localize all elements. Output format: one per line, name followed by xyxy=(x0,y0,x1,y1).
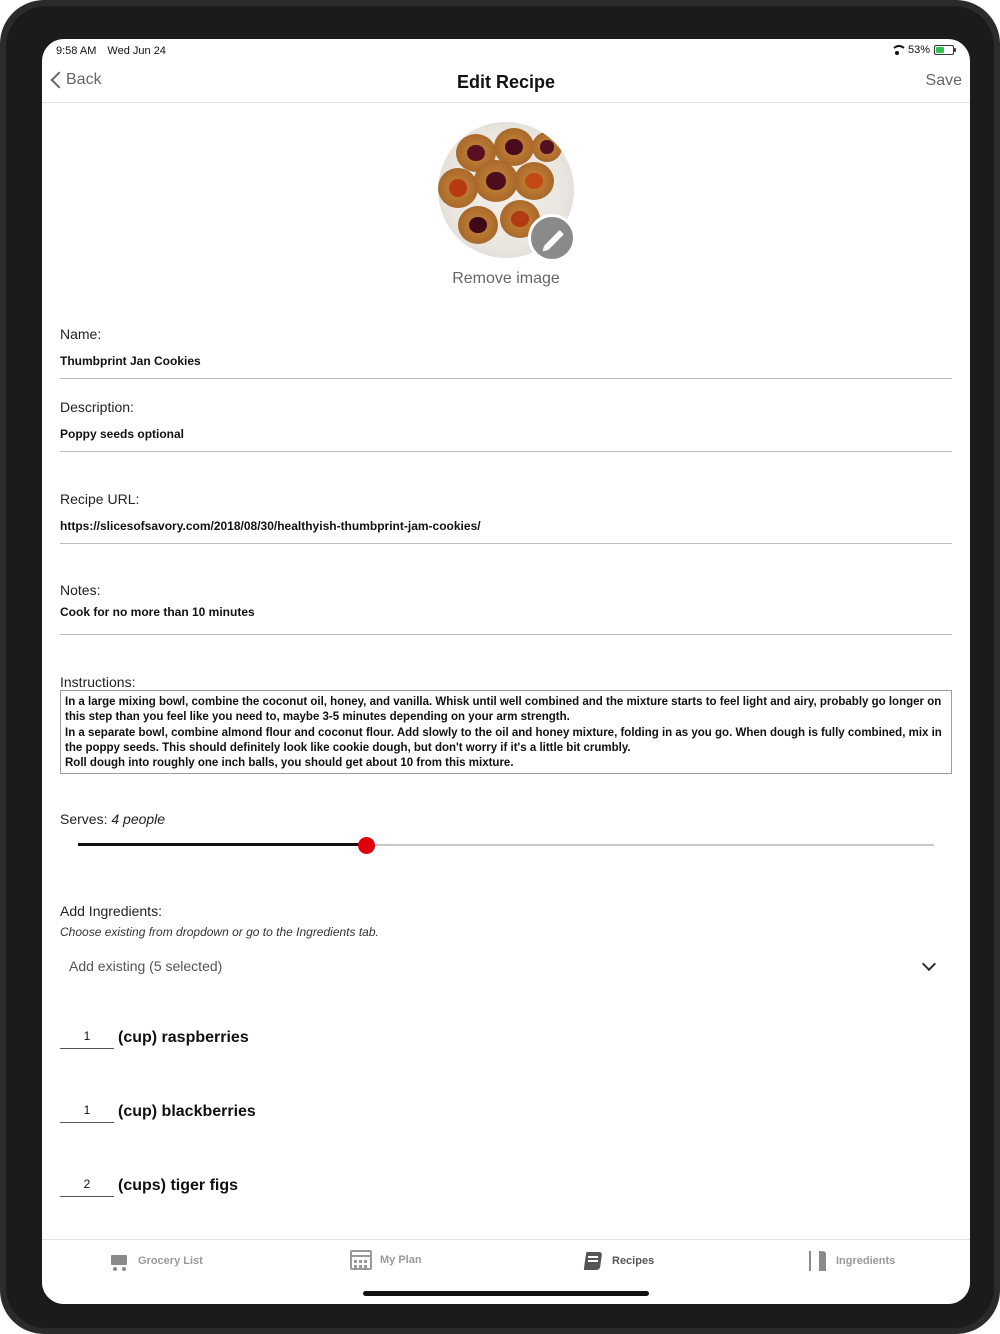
navigation-bar xyxy=(42,61,970,103)
ingredient-label: (cup) blackberries xyxy=(118,1103,256,1120)
recipe-url-underline xyxy=(60,543,952,544)
name-label: Name: xyxy=(60,326,102,342)
quantity-input[interactable] xyxy=(60,1171,114,1197)
ingredient-row xyxy=(60,1171,660,1201)
book-icon xyxy=(582,1250,604,1272)
home-indicator xyxy=(363,1291,649,1296)
serves-slider[interactable] xyxy=(78,835,934,855)
add-existing-dropdown[interactable] xyxy=(60,951,952,983)
notes-underline xyxy=(60,634,952,635)
edit-image-button[interactable] xyxy=(528,214,576,262)
description-underline xyxy=(60,451,952,452)
recipe-url-field[interactable]: https://slicesofsavory.com/2018/08/30/healthyish-thumbprint-jam-cookies/ xyxy=(60,519,481,533)
ingredient-label: (cup) raspberries xyxy=(118,1029,249,1046)
chevron-down-icon xyxy=(922,957,936,971)
status-date: Wed Jun 24 xyxy=(107,45,166,57)
battery-icon xyxy=(934,45,954,55)
fork-knife-icon xyxy=(806,1250,828,1272)
quantity-input[interactable] xyxy=(60,1023,114,1049)
recipe-url-label: Recipe URL: xyxy=(60,491,140,507)
status-time-date xyxy=(56,45,174,57)
status-bar xyxy=(42,39,970,61)
app-screen xyxy=(42,39,970,1304)
notes-field[interactable]: Cook for no more than 10 minutes xyxy=(60,605,255,619)
instructions-label: Instructions: xyxy=(60,674,136,690)
tab-my-plan[interactable] xyxy=(350,1250,422,1270)
serves-value: 4 people xyxy=(111,811,166,827)
description-field[interactable]: Poppy seeds optional xyxy=(60,427,185,441)
battery-fill xyxy=(936,47,944,53)
tab-label: My Plan xyxy=(380,1254,422,1266)
instructions-line: In a large mixing bowl, combine the coconut oil, honey, and vanilla. Whisk until well combined and the mixture starts to feel light and airy, probably go longer on this step than you feel like you need to, maybe 3-5 minutes depending on your arm strength. xyxy=(65,696,942,724)
description-label: Description: xyxy=(60,399,134,415)
ingredient-row xyxy=(60,1023,660,1053)
cart-icon xyxy=(108,1250,130,1272)
notes-label: Notes: xyxy=(60,582,101,598)
device-bezel xyxy=(6,6,994,1328)
serves-label-text: Serves: xyxy=(60,811,108,827)
serves-label xyxy=(60,811,165,827)
ingredient-row xyxy=(60,1097,660,1127)
add-ingredients-hint: Choose existing from dropdown or go to the Ingredients tab. xyxy=(60,925,379,939)
wifi-icon xyxy=(890,45,904,55)
slider-thumb[interactable] xyxy=(358,837,375,854)
instructions-line: Roll dough into roughly one inch balls, you should get about 10 from this mixture. xyxy=(65,757,514,770)
cookie-shape xyxy=(458,206,498,244)
status-time: 9:58 AM xyxy=(56,45,97,57)
cookie-shape xyxy=(474,160,518,202)
ingredient-label: (cups) tiger figs xyxy=(118,1177,239,1194)
tab-label: Ingredients xyxy=(836,1255,896,1267)
save-button[interactable]: Save xyxy=(925,72,962,89)
tab-recipes[interactable] xyxy=(582,1250,654,1272)
back-label: Back xyxy=(66,71,102,88)
name-field[interactable]: Thumbprint Jan Cookies xyxy=(60,354,201,368)
page-title: Edit Recipe xyxy=(456,72,556,92)
tab-label: Recipes xyxy=(612,1255,655,1267)
instructions-textarea[interactable] xyxy=(60,690,952,774)
remove-image-link[interactable]: Remove image xyxy=(452,270,560,287)
status-indicators xyxy=(890,44,954,56)
tab-ingredients[interactable] xyxy=(806,1250,895,1272)
cookie-shape xyxy=(438,168,478,208)
slider-fill xyxy=(78,843,366,846)
add-ingredients-label: Add Ingredients: xyxy=(60,903,162,919)
dropdown-value: Add existing (5 selected) xyxy=(69,958,223,974)
calendar-icon xyxy=(350,1250,372,1270)
instructions-line: In a separate bowl, combine almond flour and coconut flour. Add slowly to the oil and honey mixture, folding in as you go. When dough is fully combined, mix in the poppy seeds. This should definitely look like cookie dough, but don't worry if it's a little bit crumbly. xyxy=(65,726,942,754)
name-underline xyxy=(60,378,952,379)
tab-grocery-list[interactable] xyxy=(108,1250,203,1272)
tab-label: Grocery List xyxy=(138,1255,203,1267)
quantity-input[interactable] xyxy=(60,1097,114,1123)
cookie-shape xyxy=(514,162,554,200)
cookie-shape xyxy=(532,132,562,162)
pencil-icon xyxy=(544,230,564,250)
battery-percent: 53% xyxy=(907,44,930,56)
